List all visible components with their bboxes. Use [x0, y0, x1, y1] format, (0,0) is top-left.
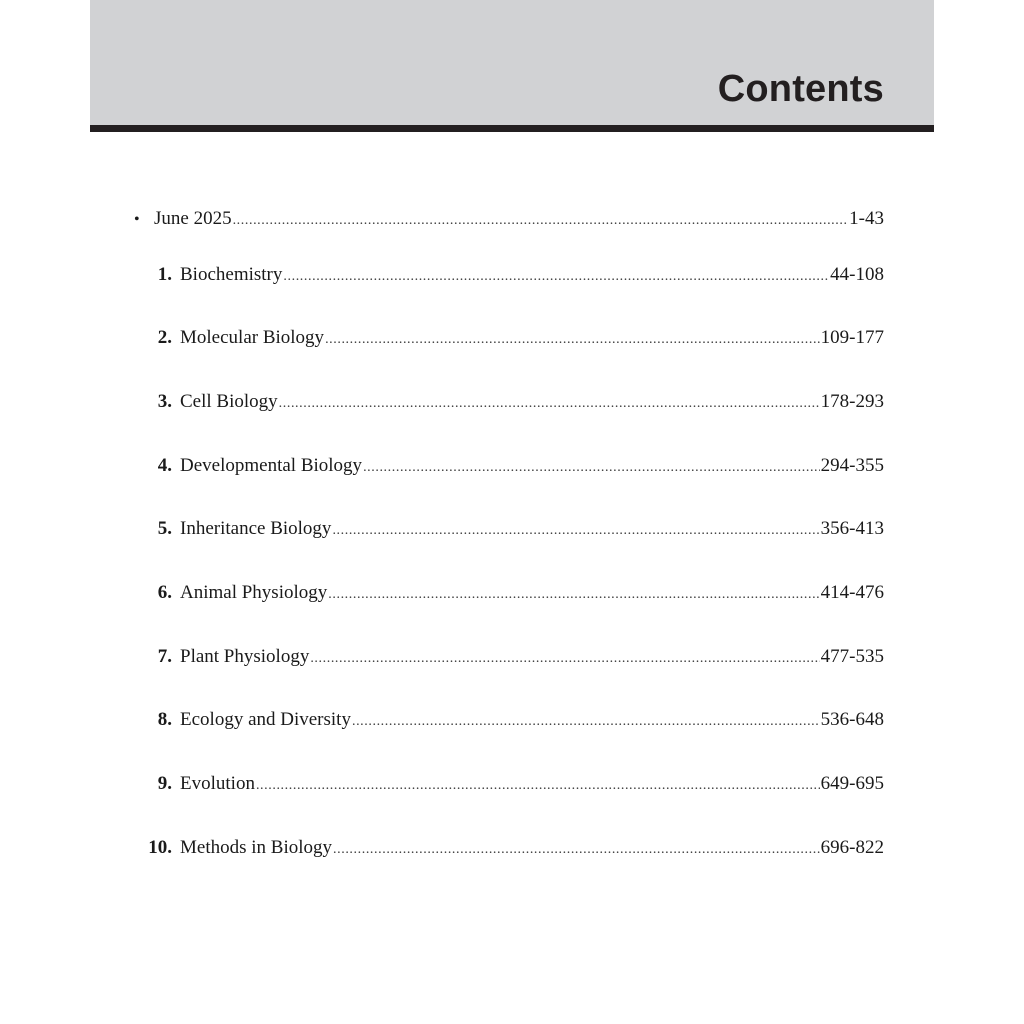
toc-entry-number: 8. — [157, 709, 172, 730]
toc-entry-number: 2. — [157, 327, 172, 348]
toc-entry-title: Plant Physiology — [180, 646, 310, 667]
dot-leader — [256, 774, 820, 796]
toc-entry-plant-physiology[interactable] — [140, 645, 884, 669]
toc-entry-title: Evolution — [180, 773, 255, 794]
toc-entry-number: 6. — [157, 582, 172, 603]
toc-entry-number: 3. — [157, 391, 172, 412]
toc-entry-pages: 44-108 — [830, 264, 884, 285]
toc-entry-pages: 109-177 — [820, 327, 884, 348]
toc-entry-pages: 414-476 — [820, 582, 884, 603]
toc-entry-pages: 477-535 — [820, 646, 884, 667]
toc-entry-pages: 1-43 — [849, 208, 884, 229]
toc-entry-pages: 536-648 — [820, 709, 884, 730]
toc-entry-title: Developmental Biology — [180, 455, 363, 476]
toc-entry-number: 4. — [157, 455, 172, 476]
toc-entry-title: Methods in Biology — [180, 837, 333, 858]
toc-entry-evolution[interactable] — [140, 772, 884, 796]
toc-entry-number: 9. — [157, 773, 172, 794]
dot-leader — [363, 456, 820, 478]
toc-entry-number: 7. — [157, 646, 172, 667]
toc-entry-pages: 294-355 — [820, 455, 884, 476]
toc-entry-animal-physiology[interactable] — [140, 581, 884, 605]
toc-entry-number: 1. — [157, 264, 172, 285]
toc-entry-molecular-biology[interactable] — [140, 326, 884, 350]
toc-entry-number: 5. — [157, 518, 172, 539]
page-title: Contents — [717, 68, 884, 110]
toc-entry-methods-in-biology[interactable] — [140, 836, 884, 860]
dot-leader — [325, 328, 820, 350]
toc-entry-title: Ecology and Diversity — [180, 709, 351, 730]
toc-entry-title: Inheritance Biology — [180, 518, 332, 539]
toc-entry-inheritance-biology[interactable] — [140, 517, 884, 541]
bullet-icon: • — [134, 211, 140, 228]
toc-entry-june-2025[interactable] — [134, 207, 884, 231]
toc-entry-ecology-and-diversity[interactable] — [140, 708, 884, 732]
toc-entry-biochemistry[interactable] — [140, 263, 884, 287]
toc-entry-pages: 178-293 — [820, 391, 884, 412]
dot-leader — [233, 209, 849, 231]
toc-entry-title: Cell Biology — [180, 391, 278, 412]
dot-leader — [310, 647, 819, 669]
dot-leader — [279, 392, 820, 414]
toc-entry-title: Biochemistry — [180, 264, 283, 285]
toc-entry-title: June 2025 — [154, 208, 232, 229]
toc-entry-title: Molecular Biology — [180, 327, 325, 348]
dot-leader — [328, 583, 819, 605]
toc-entry-pages: 649-695 — [820, 773, 884, 794]
dot-leader — [333, 838, 820, 860]
toc-entry-developmental-biology[interactable] — [140, 454, 884, 478]
toc-entry-title: Animal Physiology — [180, 582, 328, 603]
toc-entry-pages: 356-413 — [820, 518, 884, 539]
dot-leader — [332, 519, 819, 541]
dot-leader — [352, 710, 820, 732]
dot-leader — [283, 265, 829, 287]
toc-entry-cell-biology[interactable] — [140, 390, 884, 414]
toc-entry-number: 10. — [148, 837, 172, 858]
toc-entry-pages: 696-822 — [820, 837, 884, 858]
